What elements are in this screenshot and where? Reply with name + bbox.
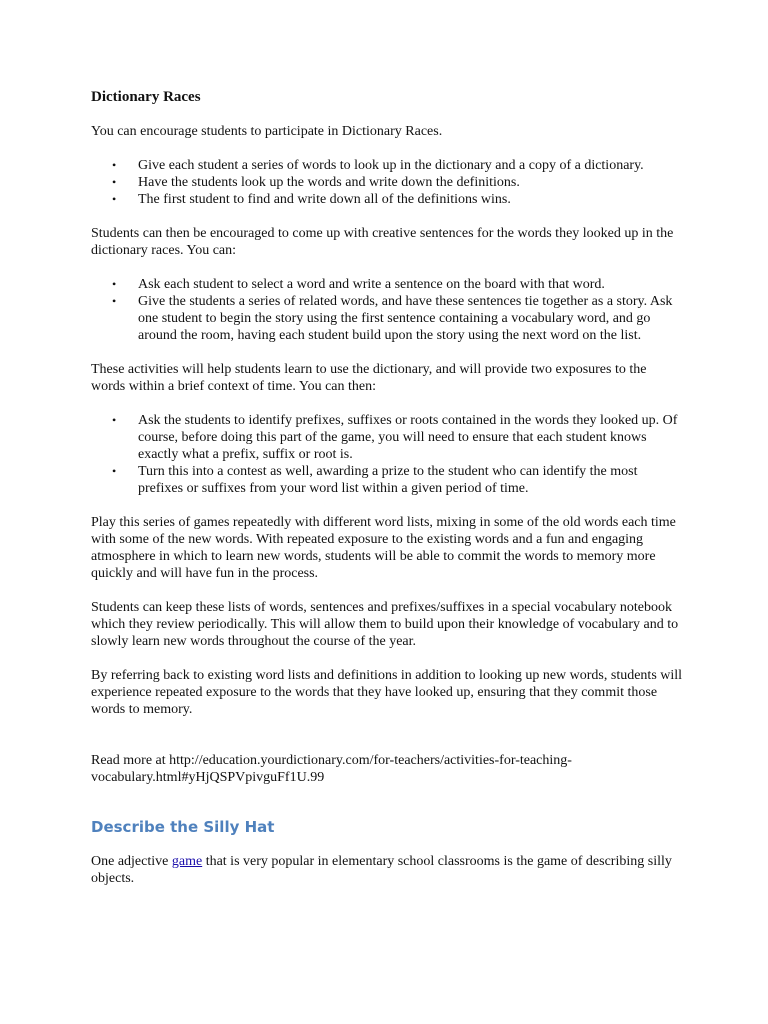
bullet-icon: • <box>112 294 117 308</box>
paragraph-text-after: that is very popular in elementary school classrooms is the game of describing silly objects. <box>91 854 672 886</box>
intro-paragraph: You can encourage students to participate in Dictionary Races. <box>91 124 443 139</box>
paragraph-adjective-game <box>91 853 683 887</box>
list-item <box>91 412 683 463</box>
list-item <box>91 293 683 344</box>
paragraph-play-series: Play this series of games repeatedly with different word lists, mixing in some of the old words each time with some of the new words. With repeated exposure to the existing words and a fun and engaging atmosphere in which to learn new words, students will be able to commit the words to memory more quickly and will have fun in the process. <box>91 515 676 581</box>
bullet-list-1 <box>91 157 683 208</box>
paragraph-referring-back: By referring back to existing word lists and definitions in addition to looking up new words, students will experience repeated exposure to the words that they have looked up, ensuring that they commit those words to memory. <box>91 668 683 717</box>
bullet-icon: • <box>112 158 117 172</box>
bullet-icon: • <box>112 277 117 291</box>
list-item-text: The first student to find and write down all of the definitions wins. <box>138 192 511 207</box>
list-item-text: Have the students look up the words and write down the definitions. <box>138 175 520 190</box>
paragraph-notebook: Students can keep these lists of words, sentences and prefixes/suffixes in a special vocabulary notebook which they review periodically. This will allow them to build upon their knowledge of vocabulary and to slowly learn new words throughout the course of the year. <box>91 600 679 649</box>
document-page <box>91 88 683 904</box>
read-more-text: Read more at http://education.yourdictionary.com/for-teachers/activities-for-teaching-vocabulary.html#yHjQSPVpivguFf1U.99 <box>91 753 572 785</box>
list-item <box>91 174 683 191</box>
list-item-text: Turn this into a contest as well, awarding a prize to the student who can identify the most prefixes or suffixes from your word list within a given period of time. <box>138 464 638 496</box>
section-heading-dictionary-races: Dictionary Races <box>91 89 201 105</box>
bullet-icon: • <box>112 464 117 478</box>
paragraph-text-before: One adjective <box>91 854 172 869</box>
list-item <box>91 276 683 293</box>
bullet-icon: • <box>112 413 117 427</box>
paragraph-creative-sentences: Students can then be encouraged to come up with creative sentences for the words they looked up in the dictionary races. You can: <box>91 226 674 258</box>
list-item <box>91 191 683 208</box>
section-heading-silly-hat: Describe the Silly Hat <box>91 818 275 836</box>
list-item-text: Ask each student to select a word and write a sentence on the board with that word. <box>138 277 605 292</box>
bullet-list-2 <box>91 276 683 344</box>
paragraph-activities: These activities will help students learn to use the dictionary, and will provide two exposures to the words within a brief context of time. You can then: <box>91 362 647 394</box>
list-item-text: Give the students a series of related words, and have these sentences tie together as a story. Ask one student to begin the story using the first sentence containing a vocabulary word, and go around the room, having each student build upon the story using the next word on the list. <box>138 294 673 343</box>
list-item-text: Ask the students to identify prefixes, suffixes or roots contained in the words they looked up. Of course, before doing this part of the game, you will need to ensure that each student knows exactly what a prefix, suffix or root is. <box>138 413 678 462</box>
bullet-list-3 <box>91 412 683 497</box>
game-link[interactable]: game <box>171 854 203 869</box>
bullet-icon: • <box>112 192 117 206</box>
bullet-icon: • <box>112 175 117 189</box>
list-item-text: Give each student a series of words to look up in the dictionary and a copy of a dictionary. <box>138 158 644 173</box>
list-item <box>91 157 683 174</box>
list-item <box>91 463 683 497</box>
